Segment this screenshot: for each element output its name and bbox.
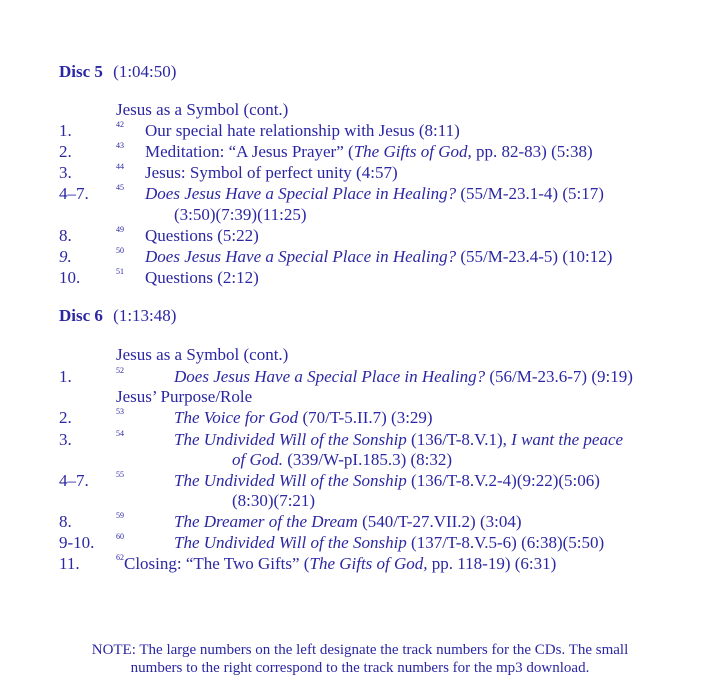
disc5-track-1-number: 1.: [59, 121, 72, 140]
disc6-track-11-title: Closing: “The Two Gifts” (The Gifts of God, pp. 118-19) (6:31): [124, 554, 557, 573]
disc5-track-2-number: 2.: [59, 142, 72, 161]
disc5-track-8-title: Questions (5:22): [145, 226, 259, 245]
disc6-track-3-number: 3.: [59, 430, 72, 449]
disc5-track-9-title: Does Jesus Have a Special Place in Healing? (55/M-23.4-5) (10:12): [145, 247, 613, 266]
disc6-track-1-number: 1.: [59, 367, 72, 386]
disc5-track-3-number: 3.: [59, 163, 72, 182]
disc5-track-4-7-number: 4–7.: [59, 184, 89, 203]
disc6-track-3-continuation: of God. (339/W-pI.185.3) (8:32): [232, 450, 453, 469]
footnote-line-1: NOTE: The large numbers on the left designate the track numbers for the CDs. The small: [91, 642, 629, 658]
disc5-track-10-title: Questions (2:12): [145, 268, 259, 287]
disc6-section-title-2: Jesus’ Purpose/Role: [116, 387, 253, 406]
disc6-section-title-1: Jesus as a Symbol (cont.): [116, 345, 289, 364]
footnote-line-2: numbers to the right correspond to the track numbers for the mp3 download.: [130, 660, 590, 676]
disc5-track-4-7-title: Does Jesus Have a Special Place in Healing? (55/M-23.1-4) (5:17): [145, 184, 604, 203]
disc6-track-2-mp3: 53: [116, 407, 124, 416]
disc5-label: Disc 5: [59, 62, 103, 81]
disc6-track-4-7-mp3: 55: [116, 470, 124, 479]
disc5-track-1-title: Our special hate relationship with Jesus (8:11): [145, 121, 460, 140]
disc6-track-3-title: The Undivided Will of the Sonship (136/T-8.V.1), I want the peace: [174, 430, 624, 449]
disc6-track-3-mp3: 54: [116, 429, 124, 438]
disc6-time: (1:13:48): [113, 306, 177, 325]
disc6-header: [59, 306, 176, 326]
disc5-track-9-mp3: 50: [116, 246, 124, 255]
disc6-label: Disc 6: [59, 306, 103, 325]
disc5-header: [59, 62, 176, 82]
disc5-track-2-title: Meditation: “A Jesus Prayer” (The Gifts of God, pp. 82-83) (5:38): [145, 142, 593, 161]
disc6-track-1-title: Does Jesus Have a Special Place in Healing? (56/M-23.6-7) (9:19): [174, 367, 633, 386]
disc5-track-4-7-mp3: 45: [116, 183, 124, 192]
disc6-track-8-title: The Dreamer of the Dream (540/T-27.VII.2) (3:04): [174, 512, 522, 531]
disc5-track-8-number: 8.: [59, 226, 72, 245]
disc5-track-2-mp3: 43: [116, 141, 124, 150]
disc6-track-4-7-continuation: (8:30)(7:21): [232, 491, 316, 510]
disc6-track-1-mp3: 52: [116, 366, 124, 375]
disc5-track-3-mp3: 44: [116, 162, 124, 171]
disc6-track-8-mp3: 59: [116, 511, 124, 520]
footnote: [60, 641, 660, 677]
disc5-track-9-number: 9.: [59, 247, 72, 266]
disc6-track-9-10-number: 9-10.: [59, 533, 95, 552]
disc6-track-8-number: 8.: [59, 512, 72, 531]
disc6-track-11-mp3: 62: [116, 553, 124, 562]
disc6-track-9-10-mp3: 60: [116, 532, 124, 541]
disc5-track-10-mp3: 51: [116, 267, 124, 276]
disc5-track-3-title: Jesus: Symbol of perfect unity (4:57): [145, 163, 398, 182]
disc6-track-9-10-title: The Undivided Will of the Sonship (137/T-8.V.5-6) (6:38)(5:50): [174, 533, 605, 552]
disc5-track-10-number: 10.: [59, 268, 81, 287]
disc6-track-2-title: The Voice for God (70/T-5.II.7) (3:29): [174, 408, 433, 427]
disc5-track-1-mp3: 42: [116, 120, 124, 129]
disc5-time: (1:04:50): [113, 62, 177, 81]
disc6-track-2-number: 2.: [59, 408, 72, 427]
disc6-track-11-number: 11.: [59, 554, 80, 573]
disc5-section-title: Jesus as a Symbol (cont.): [116, 100, 289, 119]
disc5-track-4-7-continuation: (3:50)(7:39)(11:25): [174, 205, 307, 224]
disc6-track-4-7-title: The Undivided Will of the Sonship (136/T-8.V.2-4)(9:22)(5:06): [174, 471, 600, 490]
disc6-track-4-7-number: 4–7.: [59, 471, 89, 490]
disc5-track-8-mp3: 49: [116, 225, 124, 234]
